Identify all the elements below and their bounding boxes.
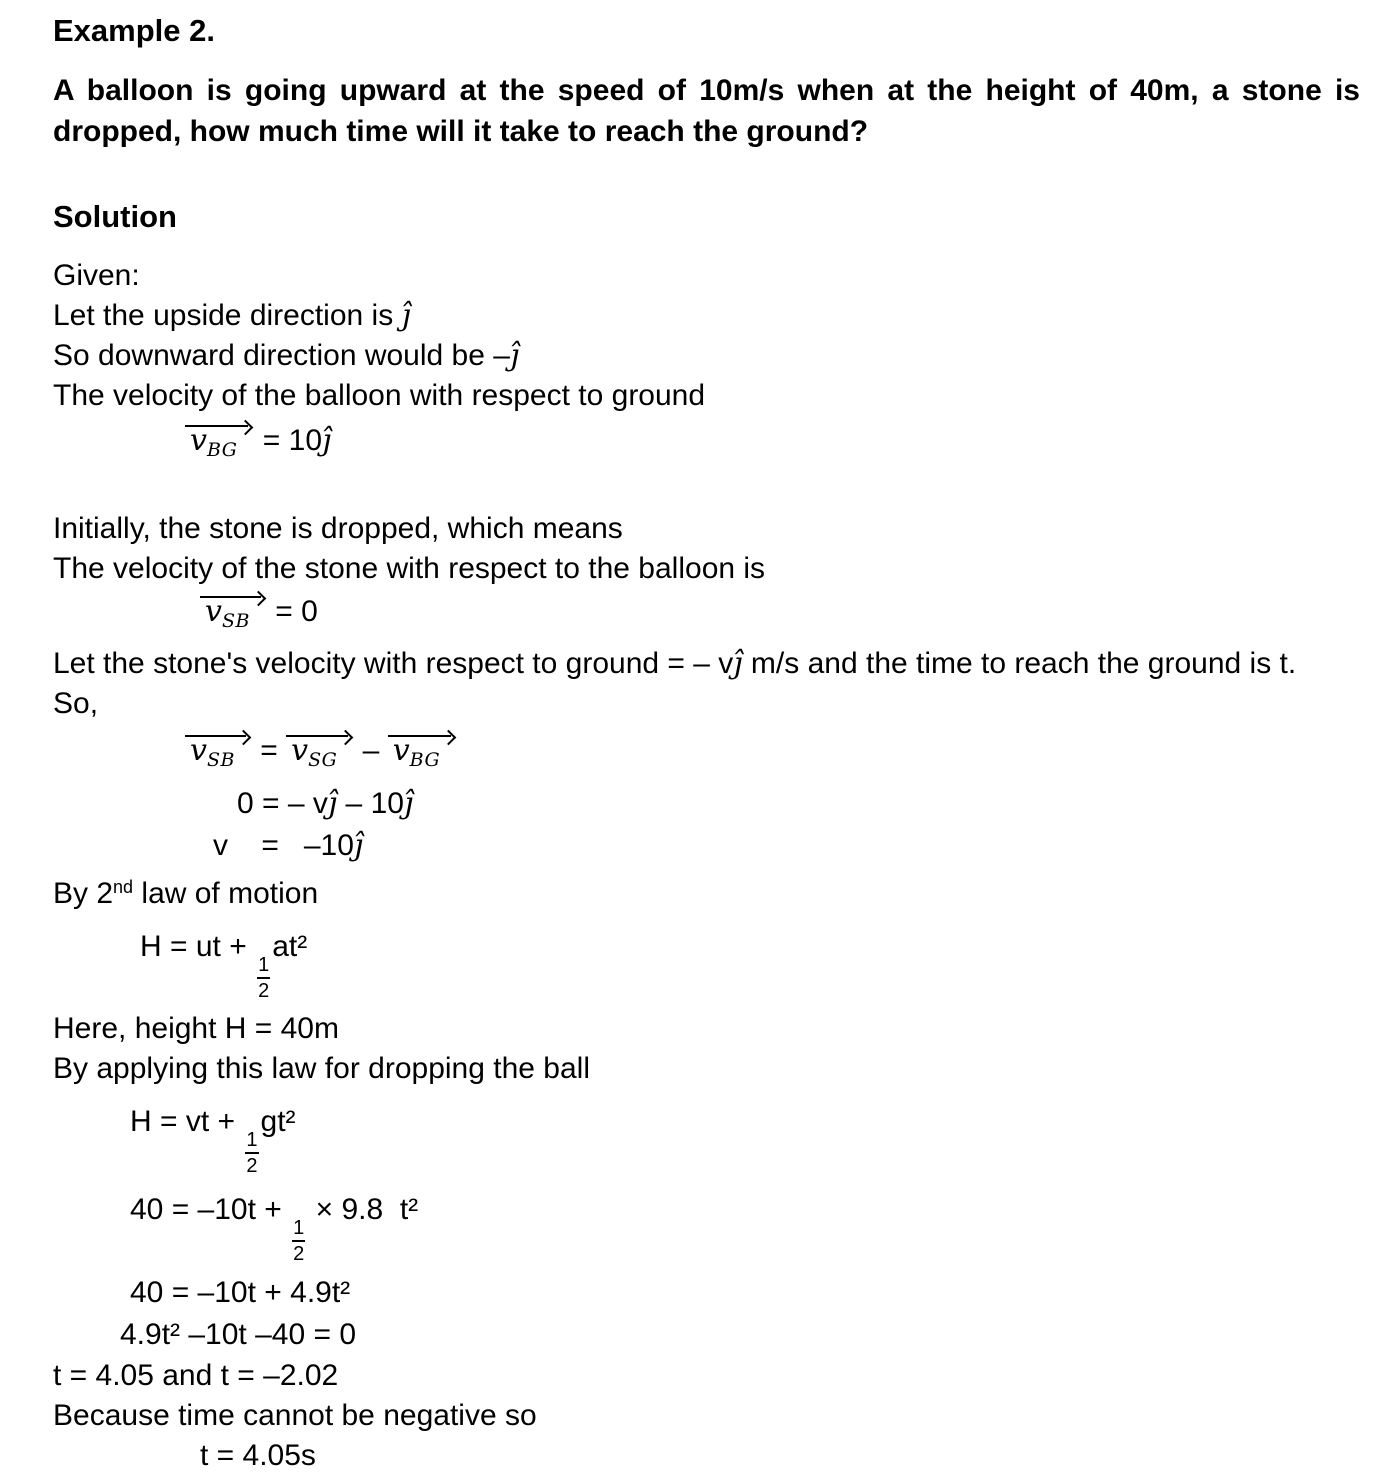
jhat-symbol: ĵ [322,423,332,458]
one-half-fraction: $\frac{1}{2}$ [258,954,270,1002]
line-here-height: Here, height H = 40m [53,1012,339,1045]
eq-h-ut [140,922,1360,1001]
line-so: So, [53,687,99,720]
blank-line [53,475,1360,509]
jhat-symbol: ĵ [403,786,414,821]
line-because: Because time cannot be negative so [53,1399,537,1432]
eq-hvt-pre: H = vt + [130,1105,244,1138]
eq-quadratic: 4.9t² –10t –40 = 0 [120,1318,357,1351]
eq-zero-mid: – 10 [337,787,404,820]
eq-hut-post: at² [272,930,308,963]
line-answer: t = 4.05s [200,1439,316,1472]
vector-v: v [205,594,222,629]
vector-subscript: SB [206,749,235,771]
vector-subscript: BG [206,439,238,461]
eq-v-value [213,825,1360,867]
vector-vsg [286,728,351,783]
eq-40-expanded [130,1184,1360,1264]
line-roots: t = 4.05 and t = –2.02 [53,1359,339,1392]
one-half-fraction: $\frac{1}{2}$ [293,1217,305,1265]
jhat-symbol: ĵ [353,828,364,863]
line-initially: Initially, the stone is dropped, which means [53,512,623,545]
vector-v: v [190,733,207,768]
vector-subscript: SB [221,610,250,632]
jhat-symbol: ĵ [733,646,743,681]
example-heading: Example 2. [53,13,215,48]
line-let-stone-velocity [53,644,1360,684]
equals-sign: = [260,734,278,767]
vector-vbg [388,728,454,783]
eq-v-pre: v = –10 [213,829,354,862]
let-stone-pre: Let the stone's velocity with respect to ground = – v [53,647,734,680]
eq-40a-pre: 40 = –10t + [130,1193,291,1226]
eq-hut-pre: H = ut + [140,930,256,963]
eq-40a-post: × 9.8 t² [307,1193,419,1226]
vector-v: v [291,733,309,768]
eq-vsb [200,589,1360,644]
minus-sign: – [362,734,380,767]
given-label: Given: [53,259,140,292]
eq-zero [237,783,1360,825]
vector-v: v [190,423,207,458]
vector-vbg [185,418,251,473]
eq-relative-velocity [185,728,1360,783]
vector-subscript: BG [409,749,441,771]
line-downward-direction [53,336,1360,376]
problem-statement: A balloon is going upward at the speed of 10m/s when at the height of 40m, a stone is dropped, how much time will it take to reach the ground? [53,74,1360,148]
vector-vsb [200,589,264,644]
eq-vsb-rhs: = 0 [266,595,318,628]
eq-vbg-rhs: = 10 [254,424,323,457]
eq-vbg [185,418,1360,473]
jhat-symbol: ĵ [509,338,520,373]
vector-subscript: SG [308,749,338,771]
by2nd-pre: By 2 [53,877,114,910]
jhat-symbol: ĵ [327,786,338,821]
eq-hvt-post: gt² [260,1105,296,1138]
line-applying-law: By applying this law for dropping the ball [53,1052,590,1085]
jhat-symbol: ĵ [401,298,411,333]
line-by-2nd-law [53,867,1360,914]
line-upside-direction [53,296,1360,336]
downward-text: So downward direction would be – [53,339,510,372]
line-balloon-velocity: The velocity of the balloon with respect to ground [53,379,706,412]
one-half-fraction: $\frac{1}{2}$ [246,1129,258,1177]
ordinal-superscript: nd [113,877,134,897]
line-stone-velocity: The velocity of the stone with respect to the balloon is [53,552,766,585]
vector-v: v [392,733,410,768]
vector-vsb [185,728,249,783]
solution-heading: Solution [53,199,177,234]
by2nd-post: law of motion [133,877,319,910]
eq-40-simplified: 40 = –10t + 4.9t² [130,1276,351,1309]
let-stone-post: m/s and the time to reach the ground is t. [742,647,1297,680]
upside-text: Let the upside direction is [53,299,402,332]
eq-zero-pre: 0 = – v [237,787,328,820]
eq-h-vt [130,1097,1360,1176]
